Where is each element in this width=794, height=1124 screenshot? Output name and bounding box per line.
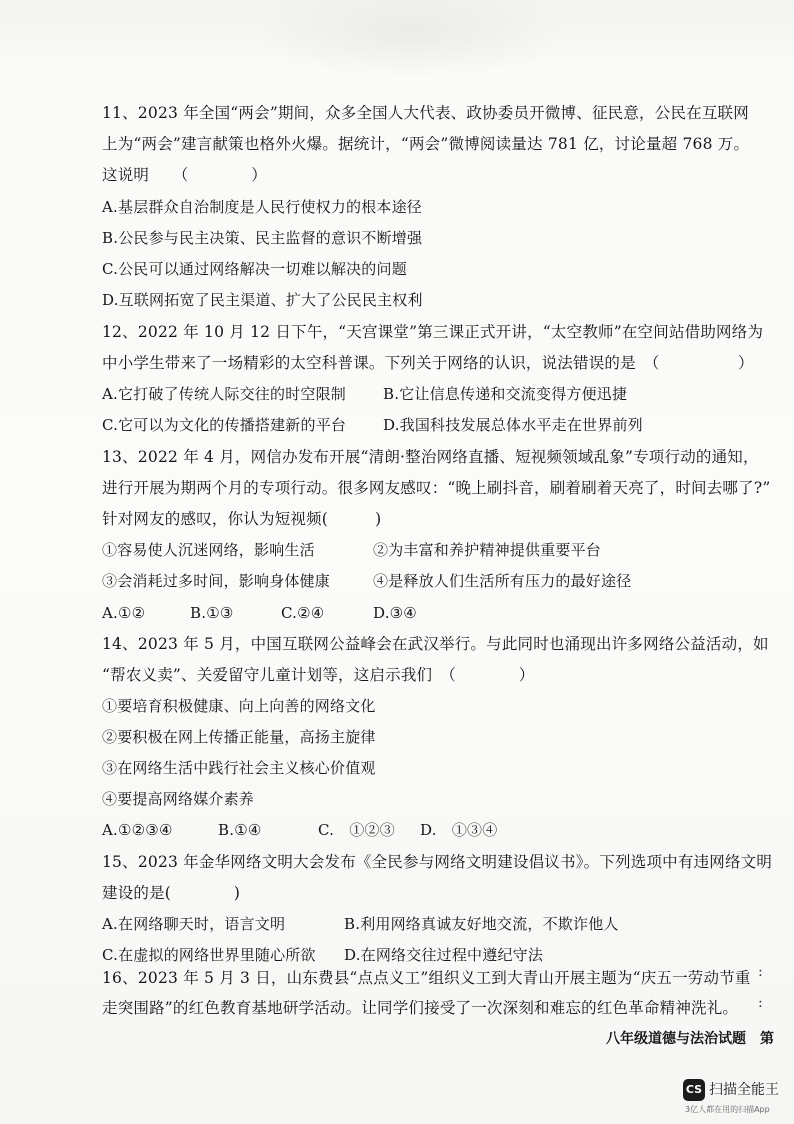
q13-statement-4: ④是释放人们生活所有压力的最好途径 bbox=[373, 572, 632, 590]
q13-statement-3: ③会消耗过多时间，影响身体健康 bbox=[102, 572, 331, 590]
q15-option-d: D.在网络交往过程中遵纪守法 bbox=[344, 946, 544, 964]
q13-stem-line2: 进行开展为期两个月的专项行动。很多网友感叹：“晚上刷抖音，刷着刷着天亮了，时间去哪了?” bbox=[102, 479, 771, 497]
edge-mark: : bbox=[758, 964, 763, 980]
q12-stem-line1: 12、2022 年 10 月 12 日下午，“天宫课堂”第三课正式开讲，“太空教师”在空间站借助网络为 bbox=[102, 323, 764, 341]
q15-option-c: C.在虚拟的网络世界里随心所欲 bbox=[102, 946, 316, 964]
q13-stem-line1: 13、2022 年 4 月，网信办发布开展“清朗·整治网络直播、短视频领域乱象”专项行动的通知， bbox=[102, 448, 759, 466]
q14-option-a: A.①②③④ bbox=[102, 821, 173, 839]
q13-option-c: C.②④ bbox=[281, 604, 325, 622]
page-footer-title: 八年级道德与法治试题 第 bbox=[606, 1031, 774, 1047]
q11-option-d: D.互联网拓宽了民主渠道、扩大了公民民主权利 bbox=[102, 291, 423, 309]
q16-stem-line1: 16、2023 年 5 月 3 日，山东费县“点点义工”组织义工到大青山开展主题为“庆五一劳动节重 bbox=[102, 969, 751, 987]
q13-option-d: D.③④ bbox=[373, 604, 417, 622]
q11-option-c: C.公民可以通过网络解决一切难以解决的问题 bbox=[102, 260, 407, 278]
q15-option-a: A.在网络聊天时，语言文明 bbox=[102, 915, 286, 933]
q12-option-a: A.它打破了传统人际交往的时空限制 bbox=[102, 385, 347, 403]
q12-option-c: C.它可以为文化的传播搭建新的平台 bbox=[102, 416, 347, 434]
q15-stem-line1: 15、2023 年金华网络文明大会发布《全民参与网络文明建设倡议书》。下列选项中有违网络文明 bbox=[102, 853, 773, 871]
watermark-tagline: 3亿人都在用的扫描App bbox=[685, 1105, 770, 1114]
q14-stem-line2: “帮农义卖”、关爱留守儿童计划等，这启示我们 （ ） bbox=[102, 666, 535, 684]
q14-option-c: C. ①②③ bbox=[318, 821, 395, 839]
q15-option-b: B.利用网络真诚友好地交流，不欺诈他人 bbox=[344, 915, 619, 933]
q11-option-a: A.基层群众自治制度是人民行使权力的根本途径 bbox=[102, 198, 423, 216]
edge-mark: : bbox=[758, 995, 763, 1011]
q11-stem-line1: 11、2023 年全国“两会”期间，众多全国人大代表、政协委员开微博、征民意，公民在互联网 bbox=[102, 104, 749, 122]
q14-statement-1: ①要培育积极健康、向上向善的网络文化 bbox=[102, 697, 376, 715]
q14-statement-4: ④要提高网络媒介素养 bbox=[102, 790, 255, 808]
q14-statement-2: ②要积极在网上传播正能量，高扬主旋律 bbox=[102, 728, 376, 746]
q11-stem-line2: 上为“两会”建言献策也格外火爆。据统计，“两会”微博阅读量达 781 亿，讨论量超 768 万。 bbox=[102, 135, 750, 153]
q13-statement-2: ②为丰富和养护精神提供重要平台 bbox=[373, 541, 602, 559]
q12-option-d: D.我国科技发展总体水平走在世界前列 bbox=[383, 416, 643, 434]
q13-option-b: B.①③ bbox=[190, 604, 234, 622]
q14-option-d: D. ①③④ bbox=[420, 821, 498, 839]
q13-option-a: A.①② bbox=[102, 604, 146, 622]
q11-option-b: B.公民参与民主决策、民主监督的意识不断增强 bbox=[102, 229, 423, 247]
q16-stem-line2: 走突围路”的红色教育基地研学活动。让同学们接受了一次深刻和难忘的红色革命精神洗礼。 bbox=[102, 999, 739, 1017]
q14-option-b: B.①④ bbox=[218, 821, 262, 839]
watermark-app-name: 扫描全能王 bbox=[709, 1082, 779, 1098]
q13-stem-line3: 针对网友的感叹，你认为短视频( ) bbox=[102, 510, 382, 528]
camscanner-logo-icon: CS bbox=[683, 1079, 705, 1101]
q12-stem-line2: 中小学生带来了一场精彩的太空科普课。下列关于网络的认识，说法错误的是 （ ） bbox=[102, 354, 754, 372]
q12-option-b: B.它让信息传递和交流变得方便迅捷 bbox=[383, 385, 628, 403]
q14-stem-line1: 14、2023 年 5 月，中国互联网公益峰会在武汉举行。与此同时也涌现出许多网络公益活动，如 bbox=[102, 635, 769, 653]
scan-shadow bbox=[250, 0, 570, 80]
q11-stem-line3: 这说明 （ ） bbox=[102, 166, 267, 184]
q13-statement-1: ①容易使人沉迷网络，影响生活 bbox=[102, 541, 315, 559]
q15-stem-line2: 建设的是( ) bbox=[102, 884, 241, 902]
q14-statement-3: ③在网络生活中践行社会主义核心价值观 bbox=[102, 759, 376, 777]
